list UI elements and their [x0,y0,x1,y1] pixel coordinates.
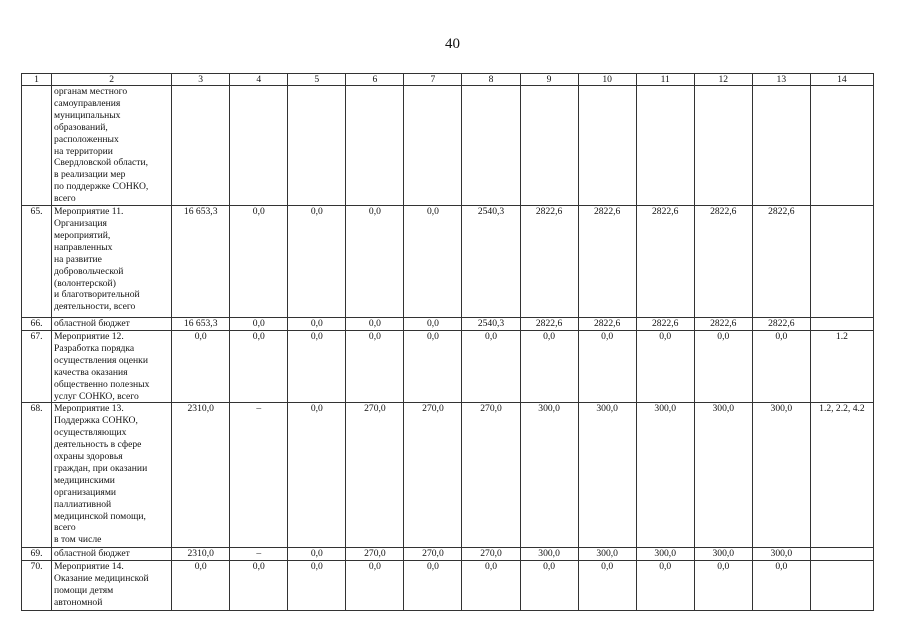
value-cell: 300,0 [694,403,752,548]
header-cell: 5 [288,74,346,86]
value-cell: 0,0 [288,318,346,331]
description-line: помощи детям [54,585,114,597]
header-cell: 7 [404,74,462,86]
value-cell: 2822,6 [694,318,752,331]
value-cell: 0,0 [462,330,520,402]
header-cell: 12 [694,74,752,86]
description-line: Мероприятие 11. [54,206,124,218]
table-row [22,403,874,548]
value-cell: 0,0 [346,561,404,611]
description-line: и благотворительной [54,289,140,301]
row-number: 66. [22,318,52,331]
value-cell: 300,0 [578,403,636,548]
value-cell: 2822,6 [578,206,636,318]
description-line: добровольческой [54,265,124,277]
value-cell: 2540,3 [462,206,520,318]
table-row [22,330,874,402]
value-cell: 0,0 [230,561,288,611]
row-number: 68. [22,403,52,548]
header-cell: 1 [22,74,52,86]
target-reference-cell [810,318,873,331]
value-cell: 0,0 [636,330,694,402]
target-reference-cell: 1.2 [810,330,873,402]
description-line: областной бюджет [54,318,130,330]
value-cell: 2822,6 [752,206,810,318]
value-cell: 2822,6 [752,318,810,331]
value-cell: 0,0 [288,561,346,611]
row-description [52,548,172,561]
row-description [52,206,172,318]
value-cell: – [230,403,288,548]
value-cell: 0,0 [520,561,578,611]
value-cell: 0,0 [404,330,462,402]
description-line: (волонтерской) [54,277,116,289]
header-cell: 10 [578,74,636,86]
table-row [22,86,874,206]
value-cell: 300,0 [520,403,578,548]
description-line: осуществляющих [54,427,127,439]
table-row [22,206,874,318]
value-cell: 270,0 [346,548,404,561]
value-cell: 270,0 [462,548,520,561]
value-cell: 0,0 [288,403,346,548]
description-line: Организация [54,217,107,229]
description-line: образований, [54,121,108,133]
value-cell: 0,0 [230,330,288,402]
description-line: охраны здоровья [54,451,123,463]
description-line: медицинскими [54,474,115,486]
value-cell [172,86,230,206]
target-reference-cell [810,206,873,318]
row-number [22,86,52,206]
description-line: качества оказания [54,366,128,378]
table-row [22,318,874,331]
description-line: осуществления оценки [54,354,148,366]
value-cell: 0,0 [404,318,462,331]
description-line: по поддержке СОНКО, [54,181,149,193]
table-header-row [22,74,874,86]
value-cell: 2822,6 [520,318,578,331]
table-row [22,548,874,561]
description-line: областной бюджет [54,548,130,560]
value-cell: 2310,0 [172,548,230,561]
value-cell: 0,0 [404,206,462,318]
description-line: организациями [54,486,117,498]
value-cell: 0,0 [346,330,404,402]
value-cell: 0,0 [172,330,230,402]
value-cell: 2822,6 [636,318,694,331]
value-cell [346,86,404,206]
value-cell: 0,0 [752,561,810,611]
value-cell: 300,0 [752,403,810,548]
description-line: деятельность в сфере [54,439,142,451]
value-cell: 270,0 [462,403,520,548]
value-cell: 270,0 [404,548,462,561]
budget-table [21,73,874,611]
value-cell: 0,0 [462,561,520,611]
description-line: деятельности, всего [54,301,136,313]
description-line: граждан, при оказании [54,462,148,474]
description-line: всего [54,193,76,205]
value-cell: 0,0 [752,330,810,402]
value-cell: 0,0 [404,561,462,611]
description-line: на территории [54,145,113,157]
value-cell: 2822,6 [520,206,578,318]
description-line: самоуправления [54,97,121,109]
value-cell [578,86,636,206]
row-number: 69. [22,548,52,561]
description-line: Мероприятие 12. [54,330,124,342]
target-reference-cell [810,561,873,611]
description-line: на развитие [54,253,102,265]
value-cell [404,86,462,206]
value-cell: 0,0 [172,561,230,611]
row-number: 65. [22,206,52,318]
description-line: Разработка порядка [54,342,135,354]
header-cell: 2 [52,74,172,86]
description-line: паллиативной [54,498,112,510]
row-description [52,86,172,206]
description-line: в том числе [54,534,102,546]
value-cell [636,86,694,206]
header-cell: 3 [172,74,230,86]
value-cell: 0,0 [288,548,346,561]
value-cell: 0,0 [578,561,636,611]
header-cell: 4 [230,74,288,86]
value-cell: 300,0 [578,548,636,561]
value-cell: 0,0 [230,206,288,318]
row-description [52,561,172,611]
value-cell: 2822,6 [578,318,636,331]
value-cell: 270,0 [404,403,462,548]
header-cell: 13 [752,74,810,86]
value-cell: 300,0 [636,548,694,561]
value-cell: 0,0 [346,318,404,331]
value-cell: 2540,3 [462,318,520,331]
description-line: Оказание медицинской [54,573,149,585]
target-reference-cell [810,548,873,561]
row-description [52,330,172,402]
value-cell: 2822,6 [694,206,752,318]
value-cell [694,86,752,206]
header-cell: 8 [462,74,520,86]
value-cell: 2310,0 [172,403,230,548]
value-cell: 300,0 [694,548,752,561]
description-line: муниципальных [54,109,121,121]
description-line: услуг СОНКО, всего [54,390,139,402]
description-line: в реализации мер [54,169,126,181]
description-line: направленных [54,241,113,253]
value-cell: 0,0 [636,561,694,611]
description-line: автономной [54,597,103,609]
value-cell [462,86,520,206]
value-cell: 0,0 [230,318,288,331]
description-line: медицинской помощи, [54,510,146,522]
description-line: общественно полезных [54,378,150,390]
value-cell: 0,0 [346,206,404,318]
target-reference-cell: 1.2, 2.2, 4.2 [810,403,873,548]
value-cell: – [230,548,288,561]
value-cell: 2822,6 [636,206,694,318]
header-cell: 6 [346,74,404,86]
description-line: всего [54,522,76,534]
description-line: Свердловской области, [54,157,149,169]
value-cell: 16 653,3 [172,318,230,331]
value-cell: 270,0 [346,403,404,548]
value-cell: 300,0 [752,548,810,561]
value-cell: 0,0 [288,330,346,402]
header-cell: 14 [810,74,873,86]
target-reference-cell [810,86,873,206]
row-description [52,318,172,331]
header-cell: 9 [520,74,578,86]
description-line: расположенных [54,133,119,145]
value-cell [230,86,288,206]
description-line: Мероприятие 13. [54,403,124,415]
value-cell: 0,0 [520,330,578,402]
table-row [22,561,874,611]
value-cell [288,86,346,206]
row-number: 67. [22,330,52,402]
row-description [52,403,172,548]
value-cell: 0,0 [694,330,752,402]
row-number: 70. [22,561,52,611]
page-number: 40 [445,36,460,52]
value-cell: 16 653,3 [172,206,230,318]
value-cell: 0,0 [694,561,752,611]
description-line: Поддержка СОНКО, [54,415,138,427]
value-cell: 300,0 [520,548,578,561]
value-cell [520,86,578,206]
description-line: мероприятий, [54,229,111,241]
description-line: органам местного [54,86,128,97]
value-cell [752,86,810,206]
value-cell: 0,0 [578,330,636,402]
value-cell: 0,0 [288,206,346,318]
header-cell: 11 [636,74,694,86]
description-line: Мероприятие 14. [54,561,124,573]
value-cell: 300,0 [636,403,694,548]
